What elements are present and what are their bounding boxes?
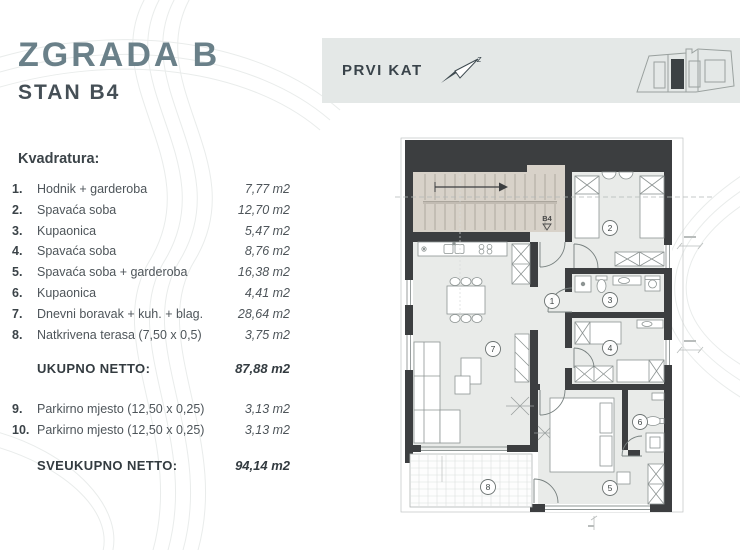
room-label-4: [603, 341, 618, 356]
highlighted-building: [671, 59, 684, 89]
pantry-cabinet: [512, 244, 530, 284]
north-mark-letter: z: [476, 53, 482, 64]
room-label-6: [633, 415, 648, 430]
floor-label: PRVI KAT: [342, 62, 423, 79]
kitchen-sink: [444, 245, 453, 254]
svg-text:5: 5: [607, 483, 613, 493]
svg-text:3: 3: [607, 295, 613, 305]
parking-row: 9. Parkirno mjesto (12,50 x 0,25) 3,13 m2: [12, 402, 290, 417]
svg-text:2: 2: [607, 223, 613, 233]
area-row: 7. Dnevni boravak + kuh. + blag. 28,64 m2: [12, 306, 290, 321]
room-label-1: [545, 294, 560, 309]
title-block: [18, 38, 220, 105]
nightstand: [617, 472, 630, 484]
svg-text:B4: B4: [542, 214, 552, 223]
room-label-5: [603, 481, 618, 496]
site-plan-icon: [634, 46, 738, 96]
unit-subtitle: STAN B4: [18, 81, 121, 104]
staircase: [413, 172, 565, 232]
area-row: 5. Spavaća soba + garderoba 16,38 m2: [12, 265, 290, 280]
toilet: [597, 280, 606, 293]
svg-text:7: 7: [490, 344, 496, 354]
floor-plan: [395, 130, 740, 530]
areas-heading: Kvadratura:: [18, 151, 100, 167]
svg-text:4: 4: [607, 343, 613, 353]
area-row: 3. Kupaonica 5,47 m2: [12, 223, 290, 238]
area-row: 1. Hodnik + garderoba 7,77 m2: [12, 182, 290, 196]
area-row: 8. Natkrivena terasa (7,50 x 0,5) 3,75 m2: [12, 327, 290, 342]
north-arrow-icon: [437, 52, 485, 90]
room-label-2: [603, 221, 618, 236]
room-label-8: [481, 480, 496, 495]
room-label-3: [603, 293, 618, 308]
stair-landing-notch: [527, 165, 565, 172]
building-title: ZGRADA B: [18, 36, 221, 74]
grand-total-row: SVEUKUPNO NETTO: 94,14 m2: [37, 457, 290, 473]
parking-row: 10. Parkirno mjesto (12,50 x 0,25) 3,13 m2: [12, 423, 290, 438]
area-row: 6. Kupaonica 4,41 m2: [12, 285, 290, 300]
room-label-7: [486, 342, 501, 357]
terrace: [410, 454, 532, 507]
area-row: 2. Spavaća soba 12,70 m2: [12, 202, 290, 217]
area-list: [12, 182, 290, 473]
kitchen: [418, 242, 507, 256]
shelf-unit: [515, 334, 529, 382]
svg-text:1: 1: [549, 296, 555, 306]
svg-text:8: 8: [485, 482, 491, 492]
area-row: 4. Spavaća soba 8,76 m2: [12, 244, 290, 259]
floor-header-band: [322, 38, 740, 103]
dining-table: [447, 278, 485, 323]
total-netto-row: UKUPNO NETTO: 87,88 m2: [37, 361, 290, 377]
wardrobe: [648, 464, 664, 504]
svg-text:6: 6: [637, 417, 643, 427]
